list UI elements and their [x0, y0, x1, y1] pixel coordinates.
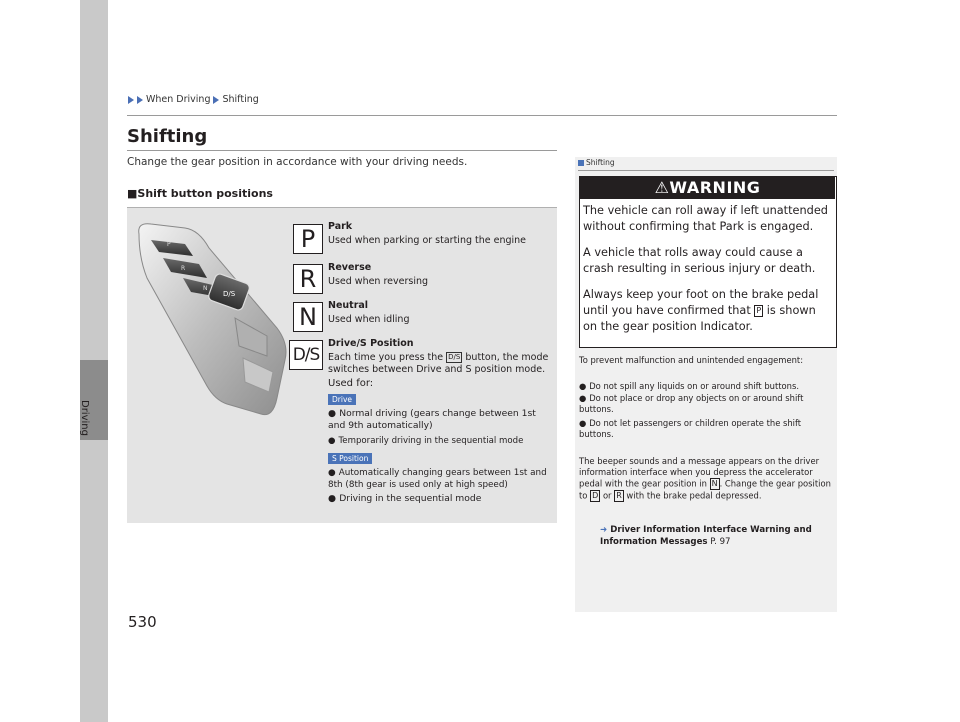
svg-text:N: N [203, 285, 208, 292]
page-title: Shifting [127, 126, 208, 147]
prevent-bullet-3: ● Do not let passengers or children operate the shift buttons. [579, 418, 802, 439]
shift-console-illustration [127, 208, 297, 518]
drive-letter-icon: D/S [289, 340, 323, 370]
breadcrumb-level1[interactable]: When Driving [146, 94, 211, 105]
chevron-right-icon [137, 96, 143, 104]
reverse-title: Reverse [328, 262, 372, 273]
prevent-bullet-1: ● Do not spill any liquids on or around shift buttons. [579, 381, 800, 391]
reference-arrow-icon: ➜ [600, 525, 611, 535]
drive-key-icon: D [592, 491, 599, 500]
warning-paragraph-1: The vehicle can roll away if left unattended without confirming that Park is engaged. [583, 204, 828, 233]
park-key-icon: P [756, 306, 762, 315]
warning-paragraph-2: A vehicle that rolls away could cause a crash resulting in serious injury or death. [583, 246, 816, 275]
warning-triangle-icon: ⚠ [654, 178, 670, 197]
drive-desc-line1 [328, 352, 548, 363]
chapter-tab-label[interactable]: Driving [79, 400, 90, 436]
drive-tag: Drive [328, 394, 356, 405]
beeper-paragraph: The beeper sounds and a message appears on the driver information interface when you depress the accelerator pedal with the gear position in N . Change the gear position to D or R with the brake pedal depressed. [579, 456, 831, 501]
s-bullet-1: ● Automatically changing gears between 1st and 8th (8th gear is used only at high speed) [328, 468, 547, 490]
drive-desc-b: button, the mode [465, 352, 549, 363]
ds-button-icon: D/S [448, 353, 461, 361]
sidebar-label: Shifting [578, 158, 615, 167]
park-letter-icon: P [293, 224, 323, 254]
drive-bullet-2: ● Temporarily driving in the sequential mode [328, 436, 524, 446]
page-number: 530 [128, 613, 157, 631]
neutral-key-icon: N [711, 479, 718, 488]
sidebar-divider [578, 170, 834, 171]
neutral-title: Neutral [328, 300, 369, 311]
svg-text:R: R [181, 265, 186, 272]
used-for-label: Used for: [328, 378, 374, 389]
drive-desc-a: Each time you press the [328, 352, 444, 363]
drive-title: Drive/S Position [328, 338, 414, 349]
reverse-letter-icon: R [293, 264, 323, 294]
section-marker-icon [578, 160, 584, 166]
drive-desc-line2: switches between Drive and S position mode. [328, 364, 546, 375]
title-divider [127, 150, 557, 151]
reverse-key-icon: R [616, 491, 622, 500]
park-title: Park [328, 221, 353, 232]
park-desc: Used when parking or starting the engine [328, 235, 527, 246]
reverse-desc: Used when reversing [328, 276, 429, 287]
s-position-tag: S Position [328, 453, 372, 464]
warning-header: ⚠WARNING [580, 177, 835, 199]
warning-paragraph-3: Always keep your foot on the brake pedal until you have confirmed that P is shown on the gear position Indicator. [583, 288, 819, 333]
svg-text:D/S: D/S [223, 290, 236, 298]
neutral-desc: Used when idling [328, 314, 410, 325]
prevent-intro: To prevent malfunction and unintended engagement: [579, 355, 804, 365]
neutral-letter-icon: N [293, 302, 323, 332]
s-bullet-2: ● Driving in the sequential mode [328, 493, 482, 504]
shift-figure-panel [127, 207, 557, 523]
svg-text:P: P [167, 241, 171, 248]
breadcrumb-level2[interactable]: Shifting [222, 94, 259, 105]
intro-text: Change the gear position in accordance with your driving needs. [127, 156, 468, 168]
breadcrumb [128, 94, 259, 105]
section-heading: ■Shift button positions [127, 187, 273, 200]
cross-reference-link[interactable]: ➜ Driver Information Interface Warning and Information Messages P. 97 [600, 525, 812, 547]
prevent-bullet-2: ● Do not place or drop any objects on or around shift buttons. [579, 393, 804, 414]
chevron-right-icon [128, 96, 134, 104]
header-divider [127, 115, 837, 116]
drive-bullet-1: ● Normal driving (gears change between 1st and 9th automatically) [328, 408, 536, 431]
chevron-right-icon [213, 96, 219, 104]
